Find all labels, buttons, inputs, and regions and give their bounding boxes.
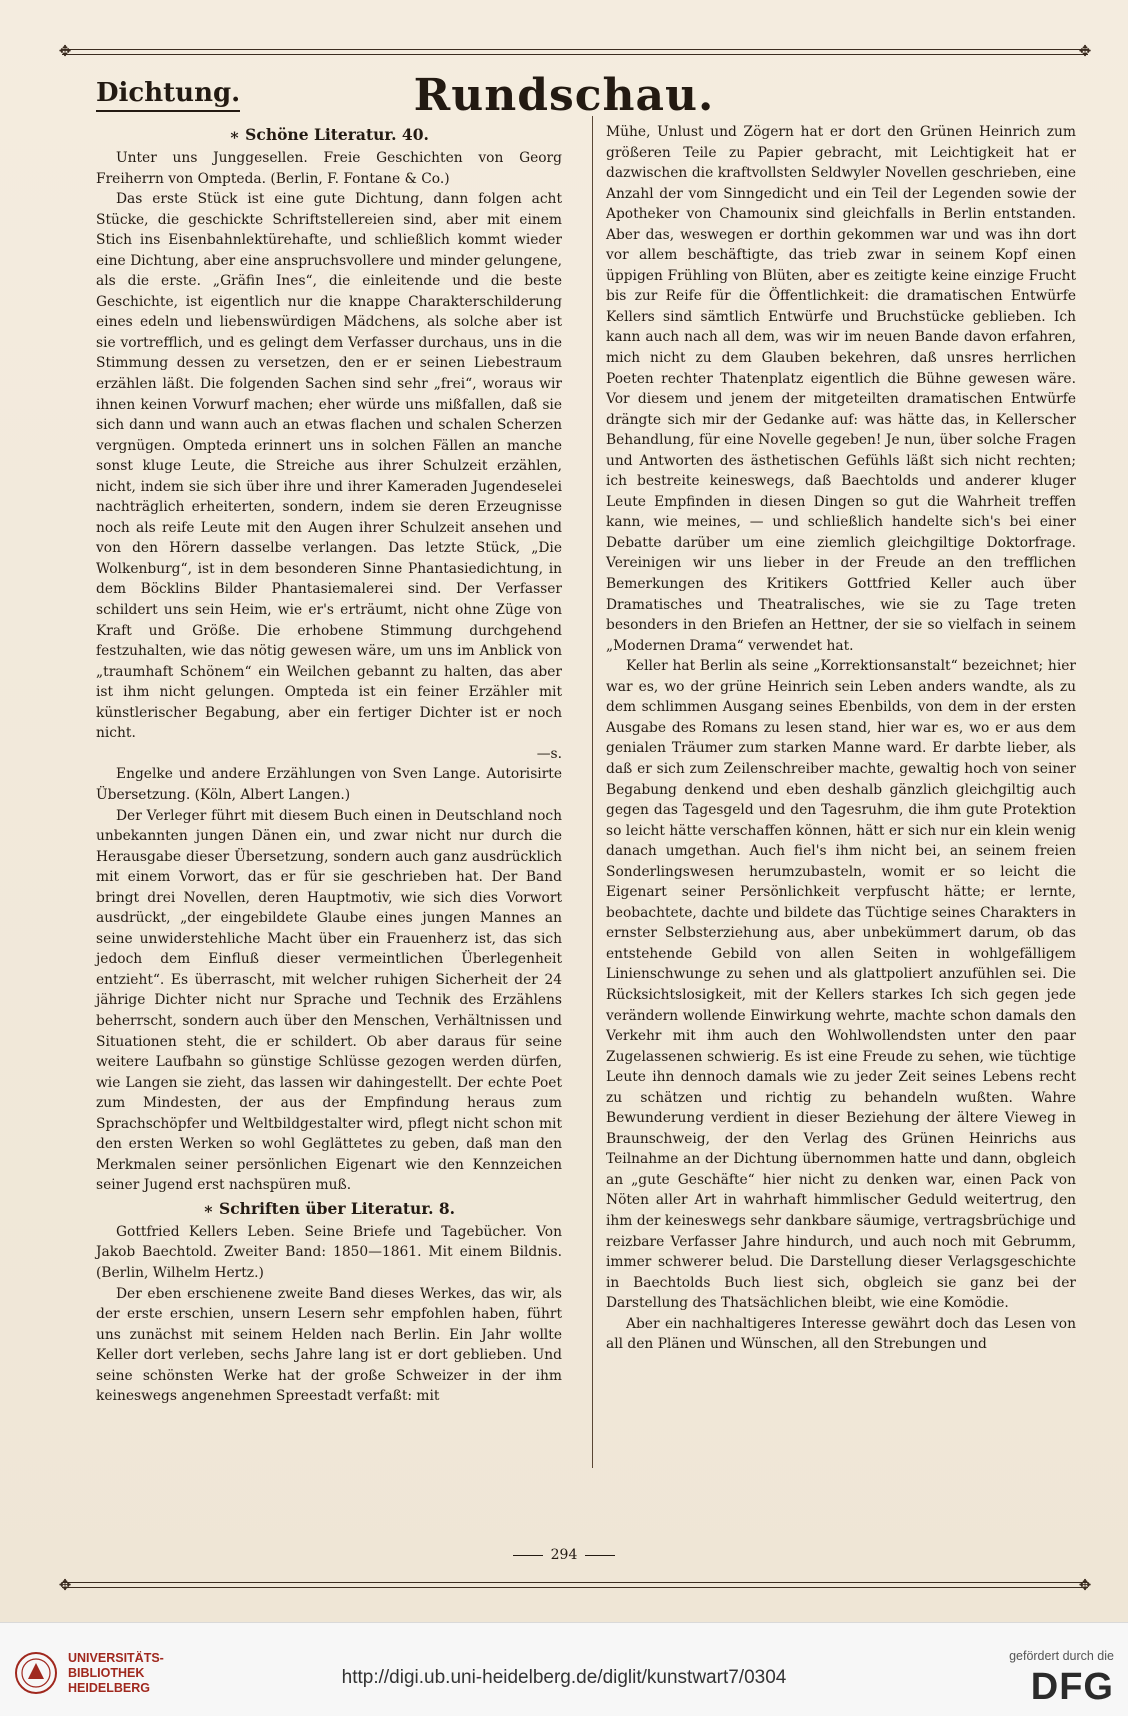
funding-caption: gefördert durch die	[1009, 1649, 1114, 1663]
paragraph: Mühe, Unlust und Zögern hat er dort den Grünen Heinrich zum größeren Teile zu Papier gebracht, mit Leichtigkeit hat er dazwischen die kraftvollsten Seldwyler Novellen geschrieben, eine Anzahl der vom Sinngedicht und ein Teil der Legenden sowie der Apotheker von Chamounix sind gleichfalls in Berlin entstanden. Aber das, weswegen er dorthin gekommen war und was ihn dort vor allem beschäftigte, das trieb zwar in seinem Kopf einen üppigen Frühling von Blüten, aber es zeitigte keine einzige Frucht bis zur Reife für die Öffentlichkeit: die dramatischen Entwürfe Kellers sind sämtlich Entwürfe und Bruchstücke geblieben. Ich kann auch nach all dem, was wir im neuen Bande davon erfahren, mich nicht zu dem Glauben bekehren, daß unsres herrlichen Poeten rechter Thatenplatz eigentlich die Bühne gewesen wäre. Vor diesem und jenem der mitgeteilten dramatischen Entwürfe drängte sich mir der Gedanke auf: was hätte das, in Kellerscher Behandlung, für eine Novelle gegeben! Je nun, über solche Fragen und Antworten des ästhetischen Gefühls läßt sich nicht rechten; ich bestreite keineswegs, daß Baechtolds und anderer kluger Leute Empfinden in diesen Dingen so gut die Wahrheit treffen kann, wie meines, — und schließlich handelte sich's bei einer Debatte darüber um eine ziemlich gleichgiltige Doktorfrage. Vereinigen wir uns lieber in der Freude an den trefflichen Bemerkungen des Kritikers Gottfried Keller auch über Dramatisches und Theatralisches, wie sie zu Tage treten besonders in den Briefen an Hettner, der sie so vielfach in seinem „Modernen Drama“ verwendet hat.	[606, 124, 1076, 654]
top-rule-inner	[62, 54, 1088, 55]
paragraph: Der eben erschienene zweite Band dieses Werkes, das wir, als der erste erschien, unsern Lesern sehr empfohlen haben, führt uns zunächst mit seinem Helden nach Berlin. Ein Jahr wollte Keller dort verleben, sechs Jahre lang ist er dort geblieben. Und seine schönsten Werke hat der große Schweizer in der ihm keineswegs angenehmen Spreestadt verfaßt: mit	[96, 1285, 562, 1405]
corner-ornament-icon: ✥	[1078, 1576, 1092, 1594]
paragraph: Keller hat Berlin als seine „Korrektionsanstalt“ bezeichnet; hier war es, wo der grüne Heinrich sein Leben anders wandte, als zu dem schlimmen Ausgang seines Ebenbilds, von dem in der ersten Ausgabe des Romans zu lesen stand, hier war es, wo er aus dem genialen Träumer zum starken Manne ward. Er darbte lieber, als daß er sich zum Zeilenschreiber machte, gewaltig hoch von seiner Begabung denkend und eben deshalb gänzlich gleichgiltig auch gegen das Tagesgeld und den Tagesruhm, die ihm gute Protektion so leicht hätte verschaffen können, hätt er sich nur ein klein wenig danach umgethan. Auch fiel's ihm nicht bei, an seinem freien Sonderlingswesen herumzubasteln, womit er so leicht die Eigenart seiner Persönlichkeit verpfuscht hätte; er lernte, beobachtete, dachte und bildete das Tüchtige seines Charakters in ernster Selbsterziehung aus, aber unbekümmert darum, ob das entstehende Gebild von allen Seiten in wohlgefälligem Linienschwunge zu sehen und als glattpoliert anzufühlen sei. Die Rücksichtslosigkeit, mit der Kellers starkes Ich sich gegen jede verändern wollende Einwirkung wehrte, machte schon damals den Verkehr mit ihm auch den Wohlwollendsten unter den paar Zugelassenen schwierig. Es ist eine Freude zu sehen, wie tüchtige Leute ihn dennoch damals wie zu jeder Zeit seines Lebens recht zu schätzen und richtig zu behandeln wußten. Wahre Bewunderung verdient in dieser Beziehung der ältere Vieweg in Braunschweig, der den Verlag des Grünen Heinrichs aus Teilnahme an der Dichtung übernommen hatte und dann, obgleich an „gute Geschäfte“ hier nicht zu denken war, einen Pack von Nöten aller Art in wahrhaft himmlischer Geduld weitertrug, den ihm der keineswegs sehr dankbare säumige, vertragsbrüchige und reizbare Verfasser Jahre hindurch, und auch noch mit Gebrumm, immer schwerer belud. Die Darstellung dieser Verlagsgeschichte in Baechtolds Buch liest sich, obgleich sie ganz bei der Darstellung des Thatsächlichen bleibt, wie eine Komödie.	[606, 658, 1076, 1312]
review-title: Unter uns Junggesellen. Freie Geschichten von Georg Freiherrn von Ompteda. (Berlin, F. Fontane & Co.)	[96, 150, 562, 187]
corner-ornament-icon: ✥	[58, 1576, 72, 1594]
left-column	[96, 122, 562, 1407]
corner-ornament-icon: ✥	[1078, 42, 1092, 60]
university-line: HEIDELBERG	[68, 1681, 150, 1695]
review-title: Engelke und andere Erzählungen von Sven Lange. Autorisirte Übersetzung. (Köln, Albert Langen.)	[96, 766, 562, 803]
signature: —s.	[536, 745, 562, 762]
digitization-footer	[0, 1622, 1128, 1716]
dfg-logo[interactable]: DFG	[1030, 1666, 1114, 1708]
paragraph: Aber ein nachhaltigeres Interesse gewährt doch das Lesen von all den Plänen und Wünschen, all den Strebungen und	[606, 1315, 1076, 1353]
university-line: BIBLIOTHEK	[68, 1666, 145, 1680]
source-url-link[interactable]: http://digi.ub.uni-heidelberg.de/diglit/kunstwart7/0304	[341, 1667, 787, 1688]
section-heading: ∗ Schöne Literatur. 40.	[229, 125, 429, 144]
bottom-rule	[62, 1582, 1088, 1583]
page-number-value: 294	[550, 1547, 578, 1563]
university-line: UNIVERSITÄTS-	[68, 1651, 164, 1665]
review-title: Gottfried Kellers Leben. Seine Briefe und Tagebücher. Von Jakob Baechtold. Zweiter Band: 1850—1861. Mit einem Bildnis. (Berlin, Wilhelm Hertz.)	[96, 1223, 562, 1281]
paragraph: Der Verleger führt mit diesem Buch einen in Deutschland noch unbekannten jungen Dänen ein, und zwar nicht nur durch die Herausgabe dieser Übersetzung, sondern auch ganz ausdrücklich mit einem Vorwort, das er für sie geschrieben hat. Der Band bringt drei Novellen, deren Hauptmotiv, wie sich dies Vorwort ausdrückt, „der eingebildete Glaube eines jungen Mannes an seine unwiderstehliche Macht über ein Frauenherz ist, das sich jedoch dem Einfluß dieser vermeintlichen Überlegenheit entzieht“. Es überrascht, mit welcher ruhigen Sicherheit der 24 jährige Dichter nicht nur Sprache und Technik des Erzählens beherrscht, sondern auch über den Menschen, Verhältnissen und Situationen steht, die er schildert. Ob aber daraus für seine weitere Laufbahn so günstige Schlüsse gezogen werden dürfen, wie Langen sie zieht, das lassen wir dahingestellt. Der echte Poet zum Mindesten, der aus der Empfindung heraus zum Sprachschöpfer und Weltbildgestalter wird, pflegt nicht schon mit den ersten Werken so wohl Geglättetes zu geben, daß man den Merkmalen seiner persönlichen Eigenart wie den Kennzeichen seiner Jugend erst nachspüren muß.	[96, 807, 562, 1194]
section-label: Dichtung.	[96, 78, 240, 112]
section-heading: ∗ Schriften über Literatur. 8.	[202, 1198, 456, 1218]
paragraph: Das erste Stück ist eine gute Dichtung, dann folgen acht Stücke, die geschickte Schriftstellereien sind, aber mit einem Stich ins Eisenbahnlektürehafte, und schließlich kommt wieder eine Dichtung, aber eine anspruchsvollere und minder gelungene, als die erste. „Gräfin Ines“, die einleitende und die beste Geschichte, ist eigentlich nur die knappe Charakterschilderung eines edeln und liebenswürdigen Mädchens, als solche aber ist sie vortrefflich, und es gelingt dem Verfasser durchaus, uns in die Stimmung dessen zu versetzen, den er er seinen Liebestraum erzählen läßt. Die folgenden Sachen sind sehr „frei“, woraus wir ihnen keinen Vorwurf machen; eher würde uns mißfallen, daß sie sich dann und wann auch an etwas flachen und schalen Scherzen vergnügen. Ompteda erinnert uns in solchen Fällen an manche sonst kluge Leute, die Streiche aus ihrer Schulzeit erzählen, nicht, indem sie sich über ihre und ihrer Kameraden Jugendeselei nachträglich erheiterten, sondern, indem sie deren Erzeugnisse noch als reife Leute mit den Augen ihrer Schulzeit ansehen und von den Hörern dasselbe verlangen. Das letzte Stück, „Die Wolkenburg“, ist in dem besonderen Sinne Phantasiedichtung, in dem Böcklins Bilder Phantasiemalerei sind. Der Verfasser schildert uns sein Heim, wie er's erträumt, nicht ohne Züge von Kraft und Größe. Die erhobene Stimmung durchgehend festzuhalten, wie das nötig gewesen wäre, um uns im Anblick von „traumhaft Schönem“ ein Weilchen gebannt zu halten, das aber ist ihm nicht gelungen. Ompteda ist ein feiner Erzähler mit künstlerischer Begabung, aber ein fertiger Dichter ist er noch nicht.	[96, 191, 562, 742]
corner-ornament-icon: ✥	[58, 42, 72, 60]
top-rule	[62, 49, 1088, 50]
column-divider	[592, 116, 593, 1468]
bottom-rule-inner	[62, 1587, 1088, 1588]
page-title: Rundschau.	[413, 70, 715, 121]
right-column	[606, 122, 1076, 1355]
page-number	[0, 1547, 1128, 1563]
